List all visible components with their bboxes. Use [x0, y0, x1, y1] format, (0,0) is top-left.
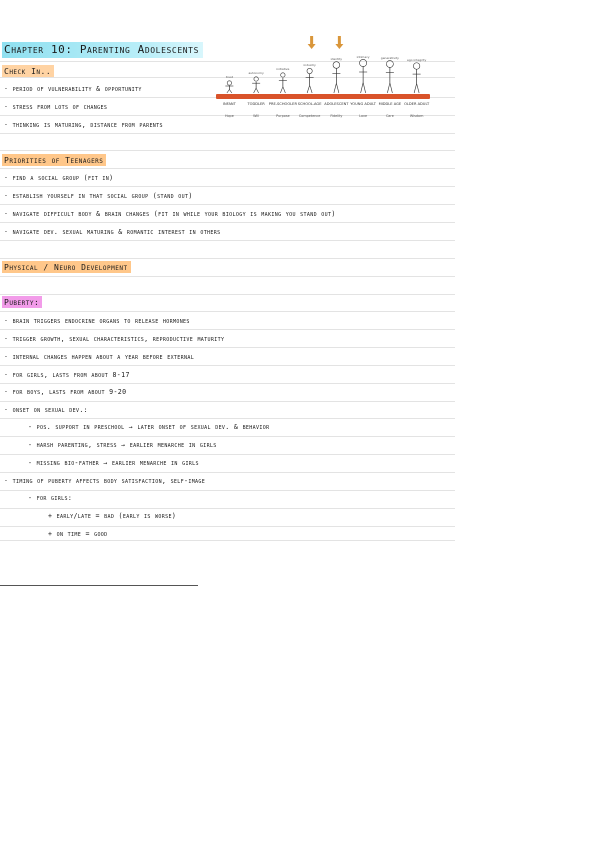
puberty-subsubitem: + early/late = bad (early is worse) [48, 512, 177, 520]
check-in-item: · period of vulnerability & opportunity [4, 85, 142, 93]
ruled-line [0, 329, 455, 330]
stage-figure [386, 61, 394, 93]
crisis-label: industry [303, 63, 316, 67]
ruled-line [0, 311, 455, 312]
priorities-item: · navigate difficult body & brain changes (fit in while your biology is making you stand out) [4, 210, 336, 218]
stage-label: SCHOOL-AGE [297, 102, 322, 106]
virtue-label: Hope [224, 114, 234, 118]
ruled-line [0, 150, 455, 151]
page-title: Chapter 10: Parenting Adolescents [2, 42, 203, 58]
puberty-subitem: - for girls: [28, 494, 73, 502]
ruled-line [0, 472, 455, 473]
ruled-line [0, 294, 455, 295]
check-in-heading: Check In.. [2, 65, 54, 77]
puberty-item: · for boys, lasts from about 9-20 [4, 388, 127, 396]
ruled-line [0, 276, 455, 277]
stage-figure [359, 59, 367, 93]
highlight-arrow [308, 36, 316, 49]
ruled-line [0, 204, 455, 205]
erikson-stages-diagram [216, 36, 430, 128]
stage-figure [332, 62, 340, 93]
stage-label: TODDLER [247, 102, 265, 106]
stage-figure [306, 68, 314, 93]
crisis-label: ego integrity [407, 58, 427, 62]
stage-label: PRE-SCHOOLER [268, 102, 297, 106]
age-timeline-bar [216, 94, 430, 99]
crisis-label: initiative [276, 67, 290, 71]
ruled-line [0, 258, 455, 259]
stage-figure [413, 63, 421, 93]
puberty-subsubitem: + on time = good [48, 530, 108, 538]
stage-label: YOUNG ADULT [350, 102, 376, 106]
crisis-label: generativity [380, 56, 399, 60]
ruled-line [0, 347, 455, 348]
ruled-line [0, 454, 455, 455]
virtue-label: Care [385, 114, 394, 118]
stage-label: INFANT [222, 102, 236, 106]
puberty-subitem: - pos. support in preschool → later onset of sexual dev. & behavior [28, 423, 270, 431]
stage-label: OLDER ADULT [404, 102, 430, 106]
puberty-item: · brain triggers endocrine organs to release hormones [4, 317, 190, 325]
priorities-heading: Priorities of Teenagers [2, 154, 106, 166]
puberty-subitem: - harsh parenting, stress → earlier menarche in girls [28, 441, 217, 449]
ruled-line [0, 365, 455, 366]
stage-figure [252, 77, 260, 93]
ruled-line [0, 490, 455, 491]
puberty-subitem: - missing bio-father → earlier menarche in girls [28, 459, 199, 467]
ruled-line [0, 222, 455, 223]
virtue-label: Purpose [276, 114, 290, 118]
puberty-item: · internal changes happen about a year before external [4, 353, 195, 361]
virtue-label: Competence [298, 114, 321, 118]
ruled-line [0, 436, 455, 437]
stage-label: MIDDLE AGE [378, 102, 402, 106]
puberty-heading: Puberty: [2, 296, 42, 308]
crisis-label: identity [330, 57, 343, 61]
ruled-line [0, 168, 455, 169]
check-in-item: · thinking is maturing, distance from parents [4, 121, 163, 129]
ruled-line [0, 418, 455, 419]
physical-heading: Physical / Neuro Development [2, 261, 131, 273]
virtue-label: Wisdom [409, 114, 424, 118]
ruled-line [0, 401, 455, 402]
ruled-line [0, 508, 455, 509]
virtue-label: Will [253, 114, 260, 118]
ruled-line [0, 186, 455, 187]
ruled-line [0, 240, 455, 241]
ruled-line [0, 540, 455, 541]
ruled-line [0, 133, 455, 134]
puberty-item: · timing of puberty affects body satisfaction, self-image [4, 477, 206, 485]
puberty-item: · onset on sexual dev.: [4, 406, 89, 414]
stage-figure [225, 81, 233, 93]
virtue-label: Fidelity [330, 114, 343, 118]
crisis-label: autonomy [248, 71, 264, 75]
priorities-item: · establish yourself in that social group (stand out) [4, 192, 193, 200]
priorities-item: · navigate dev. sexual maturing & romantic interest in others [4, 228, 221, 236]
priorities-item: · find a social group (fit in) [4, 174, 114, 182]
crisis-label: intimacy [356, 55, 370, 59]
check-in-item: · stress from lots of changes [4, 103, 108, 111]
virtue-label: Love [359, 114, 368, 118]
footnote-divider [0, 585, 198, 586]
puberty-item: · trigger growth, sexual characteristics, reproductive maturity [4, 335, 225, 343]
ruled-line [0, 526, 455, 527]
crisis-label: trust [225, 75, 233, 79]
stage-label: ADOLESCENT [324, 102, 349, 106]
highlight-arrow [335, 36, 343, 49]
puberty-item: · for girls, lasts from about 8-17 [4, 371, 130, 379]
stage-figure [279, 73, 287, 93]
ruled-line [0, 383, 455, 384]
